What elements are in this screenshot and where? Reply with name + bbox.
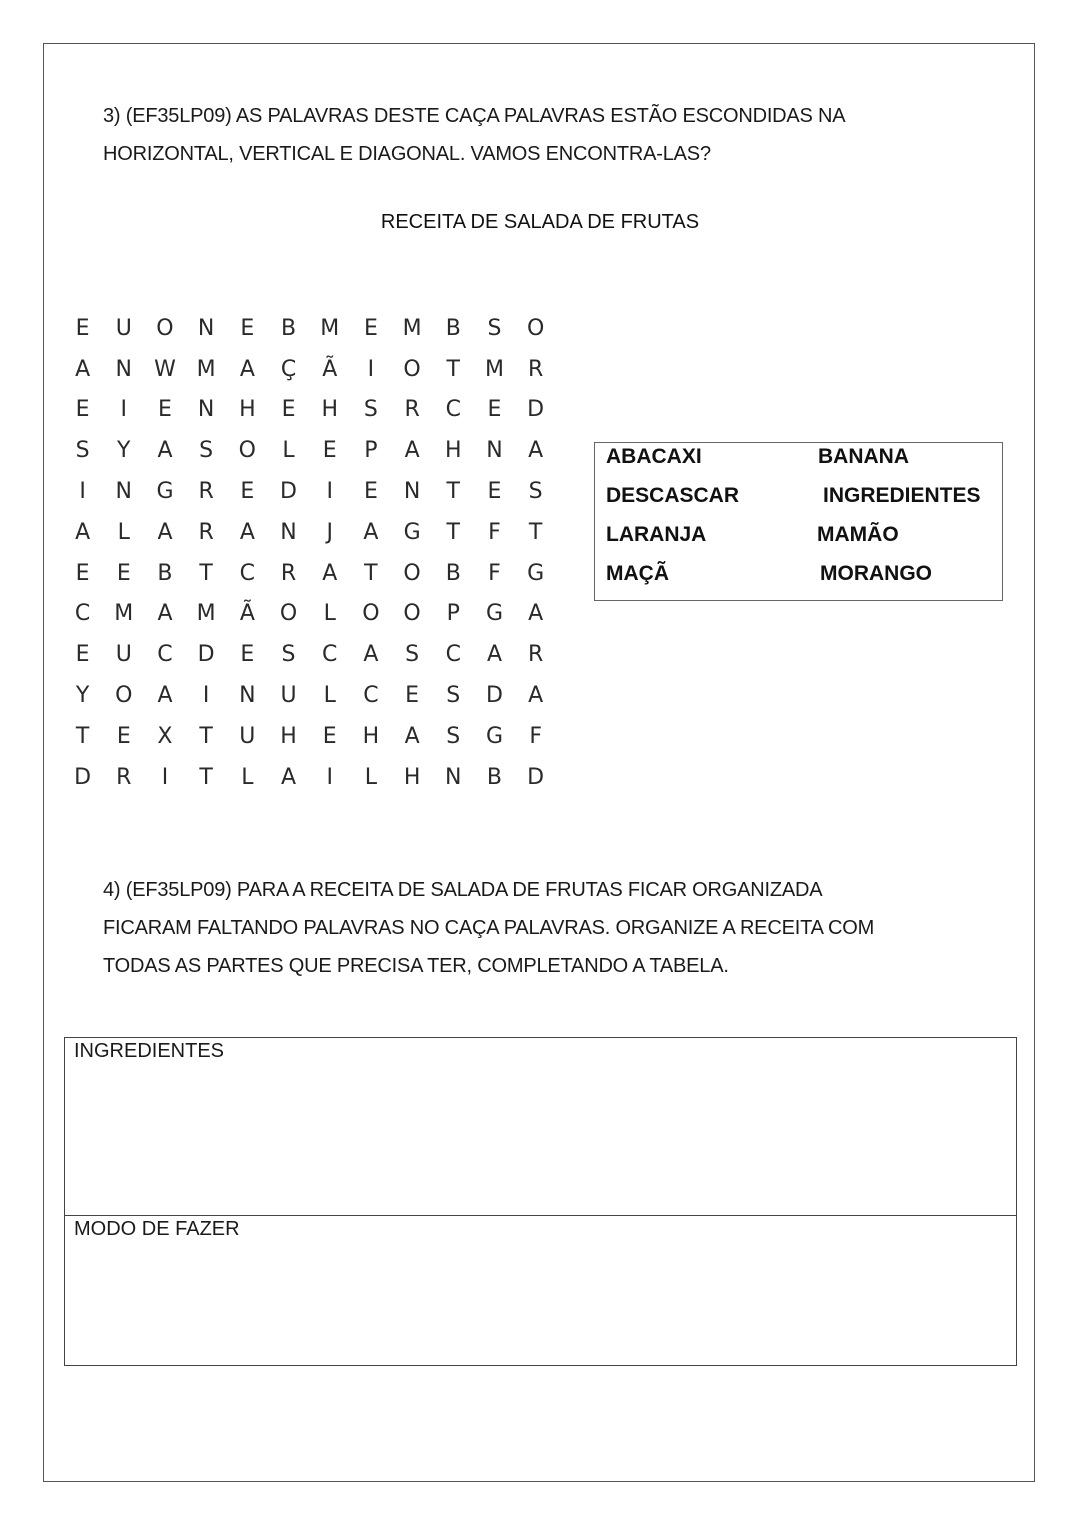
grid-letter[interactable]: F: [488, 560, 501, 586]
grid-letter[interactable]: O: [403, 356, 421, 382]
grid-letter[interactable]: T: [446, 519, 460, 545]
ingredients-field[interactable]: [65, 1038, 1016, 1216]
grid-letter[interactable]: W: [154, 356, 176, 382]
word-bank-item: MORANGO: [820, 562, 932, 585]
grid-letter[interactable]: E: [240, 479, 255, 505]
grid-letter[interactable]: M: [196, 356, 216, 382]
grid-letter[interactable]: C: [363, 683, 379, 709]
grid-letter[interactable]: R: [280, 560, 297, 586]
grid-letter[interactable]: N: [486, 438, 503, 464]
grid-row: [62, 553, 556, 594]
grid-letter[interactable]: E: [487, 479, 502, 505]
grid-row: [62, 757, 556, 798]
grid-letter[interactable]: Y: [75, 683, 90, 709]
grid-letter[interactable]: E: [116, 723, 131, 749]
grid-letter[interactable]: E: [158, 397, 172, 423]
word-bank-item: MAÇÃ: [606, 562, 669, 585]
grid-letter[interactable]: E: [240, 315, 255, 341]
grid-letter[interactable]: G: [485, 601, 503, 627]
grid-letter[interactable]: B: [280, 315, 297, 341]
grid-letter[interactable]: H: [239, 397, 256, 423]
word-search-grid: [62, 308, 556, 798]
grid-letter[interactable]: N: [403, 479, 421, 505]
question-4-line-1: 4) (EF35LP09) PARA A RECEITA DE SALADA DE FRUTAS FICAR ORGANIZADA: [103, 879, 823, 901]
grid-letter[interactable]: A: [404, 723, 420, 749]
grid-letter[interactable]: T: [528, 519, 543, 545]
grid-letter[interactable]: U: [115, 315, 132, 341]
grid-letter[interactable]: E: [405, 683, 420, 709]
grid-row: [62, 594, 556, 635]
grid-letter[interactable]: D: [527, 397, 545, 423]
grid-letter[interactable]: E: [322, 438, 337, 464]
grid-letter[interactable]: U: [280, 683, 297, 709]
question-4: [103, 871, 1003, 985]
recipe-title-text: RECEITA DE SALADA DE FRUTAS: [380, 211, 700, 233]
grid-letter[interactable]: F: [488, 519, 501, 545]
ingredients-label: INGREDIENTES: [74, 1040, 225, 1062]
grid-row: [62, 512, 556, 553]
grid-letter[interactable]: B: [445, 560, 461, 586]
grid-letter[interactable]: O: [526, 315, 545, 341]
grid-letter[interactable]: O: [279, 601, 298, 627]
grid-letter[interactable]: E: [363, 315, 378, 341]
word-bank: [594, 442, 1003, 601]
grid-letter[interactable]: A: [75, 356, 91, 382]
grid-letter[interactable]: A: [486, 642, 502, 668]
grid-letter[interactable]: H: [321, 397, 338, 423]
grid-row: [62, 349, 556, 390]
grid-row: [62, 675, 556, 716]
grid-letter[interactable]: I: [120, 397, 128, 423]
grid-letter[interactable]: A: [363, 642, 379, 668]
grid-row: [62, 308, 556, 349]
grid-letter[interactable]: N: [445, 764, 462, 790]
word-bank-item: ABACAXI: [606, 445, 702, 468]
grid-letter[interactable]: A: [528, 601, 544, 627]
grid-letter[interactable]: P: [364, 438, 378, 464]
grid-letter[interactable]: R: [528, 642, 544, 668]
grid-letter[interactable]: A: [528, 438, 544, 464]
grid-letter[interactable]: A: [404, 438, 420, 464]
grid-letter[interactable]: S: [281, 642, 296, 668]
grid-letter[interactable]: S: [405, 642, 420, 668]
grid-letter[interactable]: F: [529, 723, 542, 749]
grid-letter[interactable]: I: [367, 356, 375, 382]
grid-letter[interactable]: C: [157, 642, 173, 668]
grid-letter[interactable]: R: [198, 519, 214, 545]
answer-table: [64, 1037, 1017, 1366]
grid-letter[interactable]: E: [322, 723, 337, 749]
grid-letter[interactable]: O: [238, 438, 256, 464]
grid-letter[interactable]: S: [487, 315, 502, 341]
word-bank-item: INGREDIENTES: [823, 484, 981, 507]
grid-letter[interactable]: A: [157, 519, 173, 545]
grid-letter[interactable]: A: [75, 519, 91, 545]
grid-letter[interactable]: A: [239, 356, 255, 382]
grid-letter[interactable]: O: [403, 560, 421, 586]
grid-letter[interactable]: H: [280, 723, 297, 749]
grid-letter[interactable]: N: [239, 683, 256, 709]
grid-letter[interactable]: S: [446, 683, 461, 709]
method-field[interactable]: [65, 1216, 1016, 1365]
grid-letter[interactable]: J: [326, 519, 333, 545]
grid-row: [62, 634, 556, 675]
grid-letter[interactable]: T: [364, 560, 378, 586]
grid-letter[interactable]: T: [199, 723, 213, 749]
grid-letter[interactable]: S: [363, 397, 378, 423]
word-bank-item: MAMÃO: [817, 523, 899, 546]
grid-letter[interactable]: G: [403, 519, 421, 545]
grid-letter[interactable]: Ç: [280, 356, 297, 382]
grid-letter[interactable]: R: [404, 397, 420, 423]
grid-letter[interactable]: A: [157, 601, 173, 627]
grid-letter[interactable]: O: [362, 601, 380, 627]
grid-letter[interactable]: S: [199, 438, 214, 464]
method-label: MODO DE FAZER: [74, 1218, 240, 1240]
grid-letter[interactable]: I: [326, 764, 333, 790]
grid-letter[interactable]: D: [74, 764, 92, 790]
grid-letter[interactable]: A: [322, 560, 338, 586]
grid-letter[interactable]: C: [74, 601, 91, 627]
grid-letter[interactable]: G: [527, 560, 545, 586]
grid-letter[interactable]: A: [528, 683, 544, 709]
grid-letter[interactable]: M: [320, 315, 340, 341]
word-bank-item: BANANA: [818, 445, 909, 468]
grid-letter[interactable]: N: [280, 519, 297, 545]
grid-letter[interactable]: N: [115, 356, 133, 382]
grid-letter[interactable]: C: [239, 560, 256, 586]
grid-letter[interactable]: O: [156, 315, 174, 341]
grid-letter[interactable]: Ã: [239, 601, 255, 627]
grid-letter[interactable]: M: [114, 601, 134, 627]
grid-letter[interactable]: R: [116, 764, 132, 790]
grid-letter[interactable]: L: [323, 601, 336, 627]
grid-letter[interactable]: B: [445, 315, 461, 341]
grid-letter[interactable]: E: [240, 642, 255, 668]
grid-letter[interactable]: T: [75, 723, 90, 749]
grid-letter[interactable]: B: [486, 764, 503, 790]
grid-letter[interactable]: L: [117, 519, 130, 545]
grid-letter[interactable]: I: [326, 479, 333, 505]
grid-letter[interactable]: N: [197, 315, 215, 341]
grid-row: [62, 471, 556, 512]
grid-letter[interactable]: C: [445, 397, 461, 423]
grid-letter[interactable]: L: [282, 438, 295, 464]
grid-letter[interactable]: A: [157, 683, 173, 709]
grid-letter[interactable]: E: [487, 397, 502, 423]
recipe-title: [0, 211, 1080, 234]
grid-letter[interactable]: A: [363, 519, 379, 545]
grid-letter[interactable]: S: [446, 723, 461, 749]
grid-letter[interactable]: D: [527, 764, 545, 790]
grid-row: [62, 430, 556, 471]
grid-letter[interactable]: H: [445, 438, 462, 464]
grid-letter[interactable]: A: [281, 764, 297, 790]
grid-letter[interactable]: T: [199, 560, 213, 586]
grid-letter[interactable]: C: [445, 642, 461, 668]
grid-letter[interactable]: D: [197, 642, 215, 668]
grid-letter[interactable]: M: [484, 356, 504, 382]
grid-letter[interactable]: B: [157, 560, 173, 586]
grid-letter[interactable]: O: [403, 601, 421, 627]
grid-letter[interactable]: I: [202, 683, 210, 709]
grid-letter[interactable]: H: [403, 764, 421, 790]
grid-letter[interactable]: I: [79, 479, 86, 505]
grid-letter[interactable]: R: [198, 479, 214, 505]
grid-letter[interactable]: D: [280, 479, 297, 505]
grid-letter[interactable]: T: [199, 764, 213, 790]
grid-letter[interactable]: P: [446, 601, 460, 627]
grid-letter[interactable]: I: [161, 764, 169, 790]
grid-letter[interactable]: U: [239, 723, 256, 749]
word-bank-item: DESCASCAR: [606, 484, 740, 507]
grid-letter[interactable]: R: [528, 356, 544, 382]
word-bank-item: LARANJA: [606, 523, 707, 546]
grid-letter[interactable]: U: [115, 642, 132, 668]
grid-letter[interactable]: M: [196, 601, 216, 627]
grid-letter[interactable]: S: [75, 438, 90, 464]
grid-letter[interactable]: T: [446, 356, 460, 382]
grid-letter[interactable]: E: [116, 560, 131, 586]
grid-letter[interactable]: C: [322, 642, 338, 668]
grid-letter[interactable]: L: [323, 683, 336, 709]
grid-letter[interactable]: E: [75, 642, 90, 668]
grid-letter[interactable]: E: [75, 560, 90, 586]
grid-letter[interactable]: Ã: [322, 356, 338, 382]
grid-letter[interactable]: N: [197, 397, 215, 423]
grid-letter[interactable]: X: [157, 723, 173, 749]
question-4-line-2: FICARAM FALTANDO PALAVRAS NO CAÇA PALAVRAS. ORGANIZE A RECEITA COM: [103, 917, 875, 939]
grid-row: [62, 716, 556, 757]
grid-letter[interactable]: E: [75, 397, 90, 423]
grid-letter[interactable]: H: [362, 723, 380, 749]
grid-letter[interactable]: O: [115, 683, 133, 709]
grid-letter[interactable]: E: [281, 397, 296, 423]
question-3-line-1: 3) (EF35LP09) AS PALAVRAS DESTE CAÇA PALAVRAS ESTÃO ESCONDIDAS NA: [103, 105, 846, 127]
question-4-line-3: TODAS AS PARTES QUE PRECISA TER, COMPLETANDO A TABELA.: [103, 955, 729, 977]
grid-row: [62, 390, 556, 431]
grid-letter[interactable]: S: [528, 479, 543, 505]
grid-letter[interactable]: L: [241, 764, 254, 790]
grid-letter[interactable]: N: [115, 479, 133, 505]
grid-letter[interactable]: A: [239, 519, 255, 545]
grid-letter[interactable]: G: [156, 479, 174, 505]
grid-letter[interactable]: L: [364, 764, 378, 790]
question-3-line-2: HORIZONTAL, VERTICAL E DIAGONAL. VAMOS ENCONTRA-LAS?: [103, 143, 711, 165]
question-3: [103, 97, 983, 173]
grid-letter[interactable]: A: [157, 438, 173, 464]
grid-letter[interactable]: M: [402, 315, 422, 341]
grid-letter[interactable]: E: [363, 479, 378, 505]
grid-letter[interactable]: G: [485, 723, 503, 749]
grid-letter[interactable]: E: [75, 315, 90, 341]
grid-letter[interactable]: T: [446, 479, 460, 505]
grid-letter[interactable]: Y: [117, 438, 131, 464]
grid-letter[interactable]: D: [485, 683, 503, 709]
